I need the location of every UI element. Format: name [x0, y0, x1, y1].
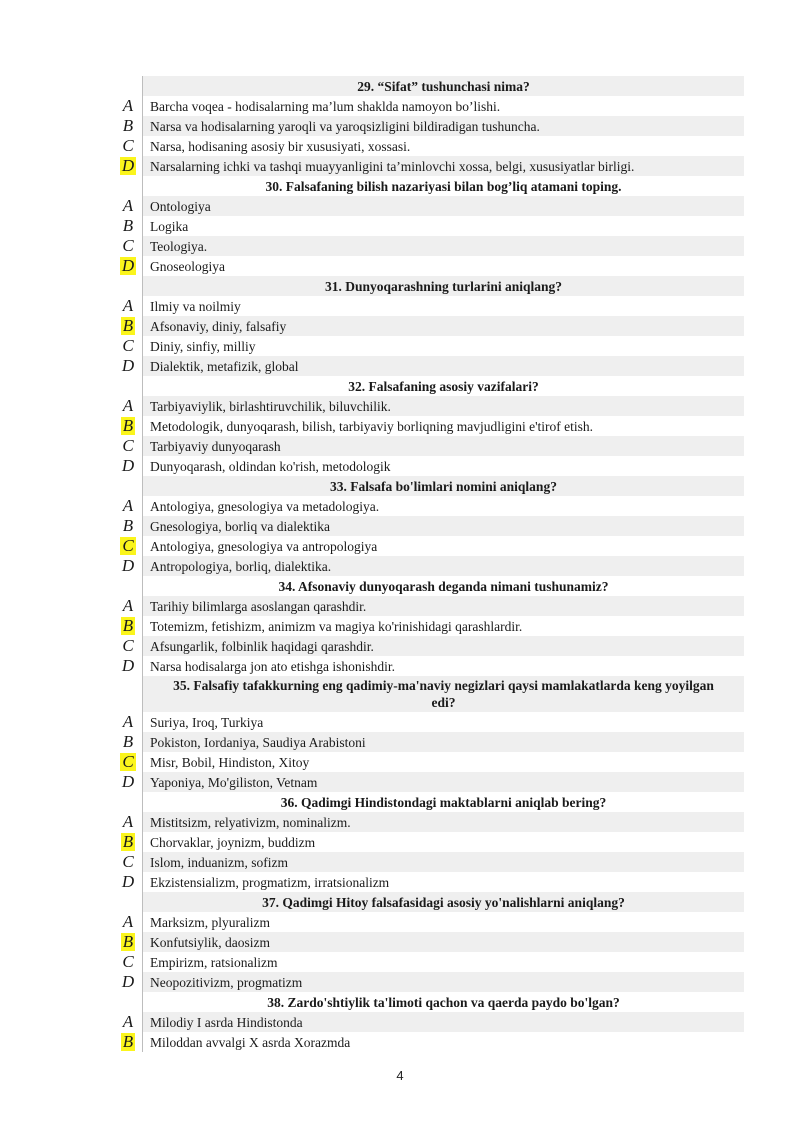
answer-text: Diniy, sinfiy, milliy: [142, 336, 744, 356]
answer-text: Marksizm, plyuralizm: [142, 912, 744, 932]
answer-row: [114, 636, 744, 656]
answer-letter-cell: [114, 972, 142, 992]
answer-text: Neopozitivizm, progmatizm: [142, 972, 744, 992]
answer-text: Gnoseologiya: [142, 256, 744, 276]
answer-row: [114, 872, 744, 892]
answer-letter: C: [122, 436, 134, 455]
answer-row: [114, 296, 744, 316]
answer-letter-cell: [114, 156, 142, 176]
answer-text: Tarihiy bilimlarga asoslangan qarashdir.: [142, 596, 744, 616]
answer-row: [114, 516, 744, 536]
answer-row: [114, 732, 744, 752]
correct-answer-letter: D: [121, 156, 135, 175]
answer-letter: C: [122, 336, 134, 355]
question-title: 35. Falsafiy tafakkurning eng qadimiy-ma'naviy negizlari qaysi mamlakatlarda keng yoyilgan edi?: [142, 676, 744, 712]
answer-text: Miloddan avvalgi X asrda Xorazmda: [142, 1032, 744, 1052]
question-letter-cell: [114, 376, 142, 396]
answer-letter-cell: [114, 416, 142, 436]
answer-letter: C: [122, 636, 134, 655]
answer-text: Antropologiya, borliq, dialektika.: [142, 556, 744, 576]
answer-row: [114, 852, 744, 872]
answer-letter-cell: [114, 456, 142, 476]
answer-letter: C: [122, 236, 134, 255]
answer-letter-cell: [114, 356, 142, 376]
question-row: [114, 376, 744, 396]
correct-answer-letter: D: [121, 256, 135, 275]
answer-letter-cell: [114, 436, 142, 456]
answer-letter-cell: [114, 812, 142, 832]
answer-row: [114, 1032, 744, 1052]
question-title: 30. Falsafaning bilish nazariyasi bilan bogʼliq atamani toping.: [142, 176, 744, 196]
answer-text: Ontologiya: [142, 196, 744, 216]
question-title: 34. Afsonaviy dunyoqarash deganda nimani tushunamiz?: [142, 576, 744, 596]
answer-letter: A: [122, 96, 134, 115]
answer-text: Yaponiya, Mo'giliston, Vetnam: [142, 772, 744, 792]
answer-letter: D: [121, 972, 135, 991]
correct-answer-letter: B: [122, 316, 134, 335]
question-row: [114, 992, 744, 1012]
answer-letter-cell: [114, 852, 142, 872]
answer-text: Antologiya, gnesologiya va metadologiya.: [142, 496, 744, 516]
answer-letter-cell: [114, 196, 142, 216]
answer-row: [114, 812, 744, 832]
answer-letter: C: [122, 952, 134, 971]
answer-letter: A: [122, 396, 134, 415]
question-letter-cell: [114, 176, 142, 196]
answer-letter-cell: [114, 872, 142, 892]
answer-text: Islom, induanizm, sofizm: [142, 852, 744, 872]
answer-text: Narsalarning ichki va tashqi muayyanligini taʼminlovchi xossa, belgi, xususiyatlar birligi.: [142, 156, 744, 176]
answer-letter-cell: [114, 596, 142, 616]
answer-text: Ekzistensializm, progmatizm, irratsionalizm: [142, 872, 744, 892]
correct-answer-letter: B: [122, 1032, 134, 1051]
question-letter-cell: [114, 676, 142, 712]
question-title: 33. Falsafa bo'limlari nomini aniqlang?: [142, 476, 744, 496]
answer-letter: A: [122, 1012, 134, 1031]
answer-row: [114, 136, 744, 156]
answer-row: [114, 596, 744, 616]
answer-letter-cell: [114, 1032, 142, 1052]
answer-letter: C: [122, 852, 134, 871]
answer-letter-cell: [114, 136, 142, 156]
answer-text: Afsonaviy, diniy, falsafiy: [142, 316, 744, 336]
answer-letter: D: [121, 456, 135, 475]
answer-text: Barcha voqea - hodisalarning maʼlum shaklda namoyon boʼlishi.: [142, 96, 744, 116]
question-row: [114, 792, 744, 812]
answer-letter-cell: [114, 236, 142, 256]
question-title: 38. Zardo'shtiylik ta'limoti qachon va qaerda paydo bo'lgan?: [142, 992, 744, 1012]
question-letter-cell: [114, 892, 142, 912]
answer-text: Milodiy I asrda Hindistonda: [142, 1012, 744, 1032]
question-letter-cell: [114, 276, 142, 296]
answer-letter-cell: [114, 752, 142, 772]
answer-letter: D: [121, 556, 135, 575]
answer-letter-cell: [114, 732, 142, 752]
answer-text: Ilmiy va noilmiy: [142, 296, 744, 316]
answer-letter-cell: [114, 336, 142, 356]
answer-text: Tarbiyaviylik, birlashtiruvchilik, biluvchilik.: [142, 396, 744, 416]
correct-answer-letter: B: [122, 832, 134, 851]
answer-text: Suriya, Iroq, Turkiya: [142, 712, 744, 732]
answer-text: Narsa hodisalarga jon ato etishga ishonishdir.: [142, 656, 744, 676]
answer-letter: D: [121, 656, 135, 675]
answer-row: [114, 496, 744, 516]
answer-row: [114, 656, 744, 676]
answer-text: Logika: [142, 216, 744, 236]
answer-text: Metodologik, dunyoqarash, bilish, tarbiyaviy borliqning mavjudligini e'tirof etish.: [142, 416, 744, 436]
answer-row: [114, 356, 744, 376]
answer-letter-cell: [114, 496, 142, 516]
answer-row: [114, 116, 744, 136]
answer-letter: A: [122, 712, 134, 731]
question-row: [114, 576, 744, 596]
answer-letter-cell: [114, 316, 142, 336]
question-title: 37. Qadimgi Hitoy falsafasidagi asosiy yo'nalishlarni aniqlang?: [142, 892, 744, 912]
question-row: [114, 676, 744, 712]
answer-text: Mistitsizm, relyativizm, nominalizm.: [142, 812, 744, 832]
answer-row: [114, 396, 744, 416]
answer-row: [114, 832, 744, 852]
answer-letter: A: [122, 196, 134, 215]
correct-answer-letter: B: [122, 932, 134, 951]
answer-row: [114, 932, 744, 952]
answer-text: Afsungarlik, folbinlik haqidagi qarashdir.: [142, 636, 744, 656]
answer-text: Teologiya.: [142, 236, 744, 256]
answer-letter-cell: [114, 636, 142, 656]
question-letter-cell: [114, 76, 142, 96]
question-letter-cell: [114, 792, 142, 812]
answer-letter-cell: [114, 536, 142, 556]
answer-text: Gnesologiya, borliq va dialektika: [142, 516, 744, 536]
answer-text: Misr, Bobil, Hindiston, Xitoy: [142, 752, 744, 772]
answer-text: Dialektik, metafizik, global: [142, 356, 744, 376]
answer-letter: B: [122, 216, 134, 235]
answer-row: [114, 436, 744, 456]
answer-letter: A: [122, 812, 134, 831]
answer-row: [114, 196, 744, 216]
answer-letter-cell: [114, 712, 142, 732]
answer-row: [114, 712, 744, 732]
answer-letter-cell: [114, 396, 142, 416]
question-row: [114, 892, 744, 912]
answer-row: [114, 952, 744, 972]
answer-letter-cell: [114, 952, 142, 972]
correct-answer-letter: C: [122, 752, 134, 771]
answer-row: [114, 752, 744, 772]
answer-letter-cell: [114, 912, 142, 932]
answer-text: Dunyoqarash, oldindan ko'rish, metodologik: [142, 456, 744, 476]
answer-row: [114, 256, 744, 276]
answer-letter: B: [122, 116, 134, 135]
answer-text: Empirizm, ratsionalizm: [142, 952, 744, 972]
answer-letter: A: [122, 296, 134, 315]
answer-text: Pokiston, Iordaniya, Saudiya Arabistoni: [142, 732, 744, 752]
answer-letter: A: [122, 912, 134, 931]
answer-letter: C: [122, 136, 134, 155]
answer-text: Narsa va hodisalarning yaroqli va yaroqsizligini bildiradigan tushuncha.: [142, 116, 744, 136]
answer-row: [114, 456, 744, 476]
answer-letter: B: [122, 516, 134, 535]
answer-row: [114, 912, 744, 932]
answer-row: [114, 156, 744, 176]
question-row: [114, 276, 744, 296]
question-letter-cell: [114, 476, 142, 496]
answer-text: Tarbiyaviy dunyoqarash: [142, 436, 744, 456]
correct-answer-letter: B: [122, 616, 134, 635]
question-row: [114, 476, 744, 496]
question-letter-cell: [114, 576, 142, 596]
answer-row: [114, 216, 744, 236]
question-row: [114, 176, 744, 196]
answer-text: Totemizm, fetishizm, animizm va magiya ko'rinishidagi qarashlardir.: [142, 616, 744, 636]
answer-letter-cell: [114, 1012, 142, 1032]
answer-letter-cell: [114, 556, 142, 576]
question-title: 31. Dunyoqarashning turlarini aniqlang?: [142, 276, 744, 296]
answer-letter: D: [121, 872, 135, 891]
answer-text: Narsa, hodisaning asosiy bir xususiyati, xossasi.: [142, 136, 744, 156]
answer-text: Konfutsiylik, daosizm: [142, 932, 744, 952]
answer-row: [114, 236, 744, 256]
answer-letter-cell: [114, 256, 142, 276]
answer-letter: A: [122, 496, 134, 515]
answer-row: [114, 616, 744, 636]
answer-letter-cell: [114, 516, 142, 536]
answer-row: [114, 416, 744, 436]
answer-text: Antologiya, gnesologiya va antropologiya: [142, 536, 744, 556]
correct-answer-letter: C: [122, 536, 134, 555]
page-number: 4: [396, 1068, 404, 1083]
answer-letter-cell: [114, 216, 142, 236]
answer-row: [114, 96, 744, 116]
answer-letter-cell: [114, 616, 142, 636]
answer-letter-cell: [114, 116, 142, 136]
answer-row: [114, 536, 744, 556]
answer-row: [114, 336, 744, 356]
answer-letter: A: [122, 596, 134, 615]
answer-letter-cell: [114, 656, 142, 676]
correct-answer-letter: B: [122, 416, 134, 435]
answer-letter-cell: [114, 832, 142, 852]
question-row: [114, 76, 744, 96]
answer-row: [114, 316, 744, 336]
question-title: 36. Qadimgi Hindistondagi maktablarni aniqlab bering?: [142, 792, 744, 812]
question-letter-cell: [114, 992, 142, 1012]
question-title: 32. Falsafaning asosiy vazifalari?: [142, 376, 744, 396]
answer-letter-cell: [114, 96, 142, 116]
answer-letter: B: [122, 732, 134, 751]
question-title: 29. “Sifat” tushunchasi nima?: [142, 76, 744, 96]
answer-letter: D: [121, 356, 135, 375]
answer-row: [114, 1012, 744, 1032]
answer-text: Chorvaklar, joynizm, buddizm: [142, 832, 744, 852]
question-table: [114, 76, 744, 1052]
answer-row: [114, 772, 744, 792]
answer-row: [114, 556, 744, 576]
answer-letter-cell: [114, 932, 142, 952]
answer-row: [114, 972, 744, 992]
answer-letter-cell: [114, 772, 142, 792]
answer-letter-cell: [114, 296, 142, 316]
answer-letter: D: [121, 772, 135, 791]
